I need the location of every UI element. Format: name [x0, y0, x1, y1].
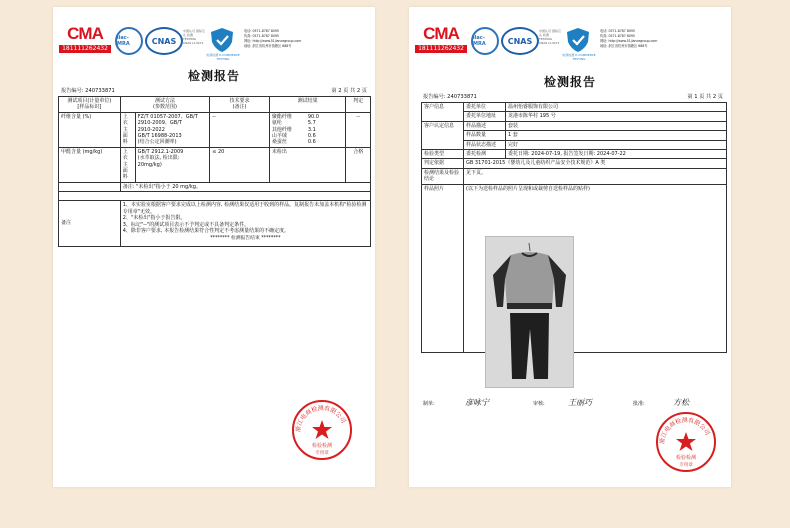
header-logos — [59, 25, 369, 59]
cnas-logo: CNAS — [145, 27, 183, 55]
page-number: 第 1 页 共 2 页 — [687, 94, 723, 100]
reviewer-signature: 王丽巧 — [568, 398, 592, 407]
report-number: 240733871 — [85, 88, 115, 94]
report-number: 240733871 — [447, 94, 477, 100]
ecommerce-shield-icon — [209, 27, 235, 53]
ecommerce-caption: 电商检测 E-COMMERCE TESTING — [562, 53, 596, 61]
report-page-2 — [53, 7, 375, 487]
accreditation-caption: 中国认可 国际互认 检测 TESTING CNAS L13271 — [183, 29, 205, 45]
page-title: 检测报告 — [187, 69, 240, 83]
table-row: 委托单位地址 龙港市陈华村 195 号 — [422, 112, 727, 121]
ilac-logo: ilac-MRA — [115, 27, 143, 55]
signature-row: 制单: 审核: 批准: 彦咏宁 王丽巧 方松 — [423, 398, 689, 407]
remarks-row: 备注 1、本实验室根据客户要求完成以上检测内容, 检测结果仅适用于收到的样品。复制报告未加盖本机构"检验检测专用章"无效。 2、"未检出"指小于报告限。 3、标记"--"的测试项目表示不予判定或不具备判定条件。 4、除非客户要求, 本报告检测结果符合性判定不考虑测量结果的不确定度。 ******** 检测报告结束 ******** — [59, 201, 371, 246]
table-row: 客户信息 委托单位 温州怡睿服饰有限公司 — [422, 103, 727, 112]
preparer-signature: 彦咏宁 — [465, 398, 489, 407]
table-row: 检测结果及检验结论 见下页。 — [422, 168, 727, 184]
table-row: 判定依据 GB 31701-2015《婴幼儿及儿童纺织产品安全技术规范》A 类 — [422, 159, 727, 168]
header-logos — [415, 25, 725, 59]
official-seal-stamp — [655, 411, 717, 473]
sample-photo — [485, 236, 574, 388]
table-row: 客户认定信息 样品描述 套装 — [422, 121, 727, 130]
table-row: 备注: "未检出"指小于 20 mg/kg。 — [59, 182, 371, 191]
table-row: 甲醛含量 (mg/kg) 上衣 主面 料 GB/T 2912.1-2009 (水萃取法, 检出限: 20mg/kg) ≤ 20 未检出 合格 — [59, 147, 371, 182]
cma-logo: CMA 181111262432 — [415, 25, 467, 57]
table-row: 检验类型 委托检测 委托日期: 2024-07-19, 报告签发日期: 2024-07-22 — [422, 150, 727, 159]
table-row: 样品状态描述 完好 — [422, 140, 727, 149]
garment-set-icon — [486, 237, 573, 387]
svg-text:检验检测: 检验检测 — [675, 455, 697, 461]
contact-info: 电话: 0571-8787 8095 传真: 0571-8787 8095 网址: http://www.51jiancegroup.com 地址: 浙江省杭州市钱塘区 688号 — [600, 29, 658, 48]
table-row: 样品数量 1 套 — [422, 131, 727, 140]
report-meta: 报告编号: 240733871 第 1 页 共 2 页 — [423, 94, 723, 100]
svg-text:浙江电商检测有限公司: 浙江电商检测有限公司 — [658, 416, 711, 445]
report-meta: 报告编号: 240733871 第 2 页 共 2 页 — [61, 88, 367, 94]
cma-logo: CMA 181111262432 — [59, 25, 111, 57]
ecommerce-caption: 电商检测 E-COMMERCE TESTING — [206, 53, 240, 61]
results-table — [58, 96, 371, 247]
fiber-results: 聚酯纤维 90.0 氨纶 5.7 其他纤维 3.1 山羊绒 0.6 桑蚕丝 0.6 — [269, 112, 346, 147]
table-row: 纤维含量 (%) 上衣 主面 料 FZ/T 01057-2007、GB/T 2910-2009、GB/T 2910-2022 GB/T 16988-2013 (结合公定回潮率) -- 聚酯纤维 90.0 氨纶 5.7 其他纤维 3.1 山羊绒 0.6 桑蚕丝 0.6 -- — [59, 112, 371, 147]
ecommerce-shield-icon — [565, 27, 591, 53]
svg-text:专用章: 专用章 — [679, 463, 693, 468]
accreditation-caption: 中国认可 国际互认 检测 TESTING CNAS L13271 — [539, 29, 561, 45]
ilac-logo: ilac-MRA — [471, 27, 499, 55]
svg-text:检验检测: 检验检测 — [311, 443, 333, 449]
table-row: 样品照片 (以下为送检样品的照片呈现和或裁剪自送检样品的贴样) — [422, 184, 727, 352]
report-page-1 — [409, 7, 731, 487]
report-info-table — [421, 102, 727, 353]
official-seal-stamp — [291, 399, 353, 461]
svg-text:专用章: 专用章 — [315, 451, 329, 456]
page-number: 第 2 页 共 2 页 — [331, 88, 367, 94]
svg-text:浙江电商检测有限公司: 浙江电商检测有限公司 — [294, 404, 347, 433]
table-header-row: 测试项目(计量单位) [样品标识] 测试方法 (参数范围) 技术要求 (备注) 测试结果 判定 — [59, 97, 371, 113]
cnas-logo: CNAS — [501, 27, 539, 55]
page-title: 检测报告 — [543, 75, 596, 89]
contact-info: 电话: 0571-8787 8095 传真: 0571-8787 8095 网址: http://www.51jiancegroup.com 地址: 浙江省杭州市钱塘区 688号 — [244, 29, 302, 48]
end-of-report: ******** 检测报告结束 ******** — [210, 236, 281, 242]
approver-signature: 方松 — [673, 398, 689, 407]
